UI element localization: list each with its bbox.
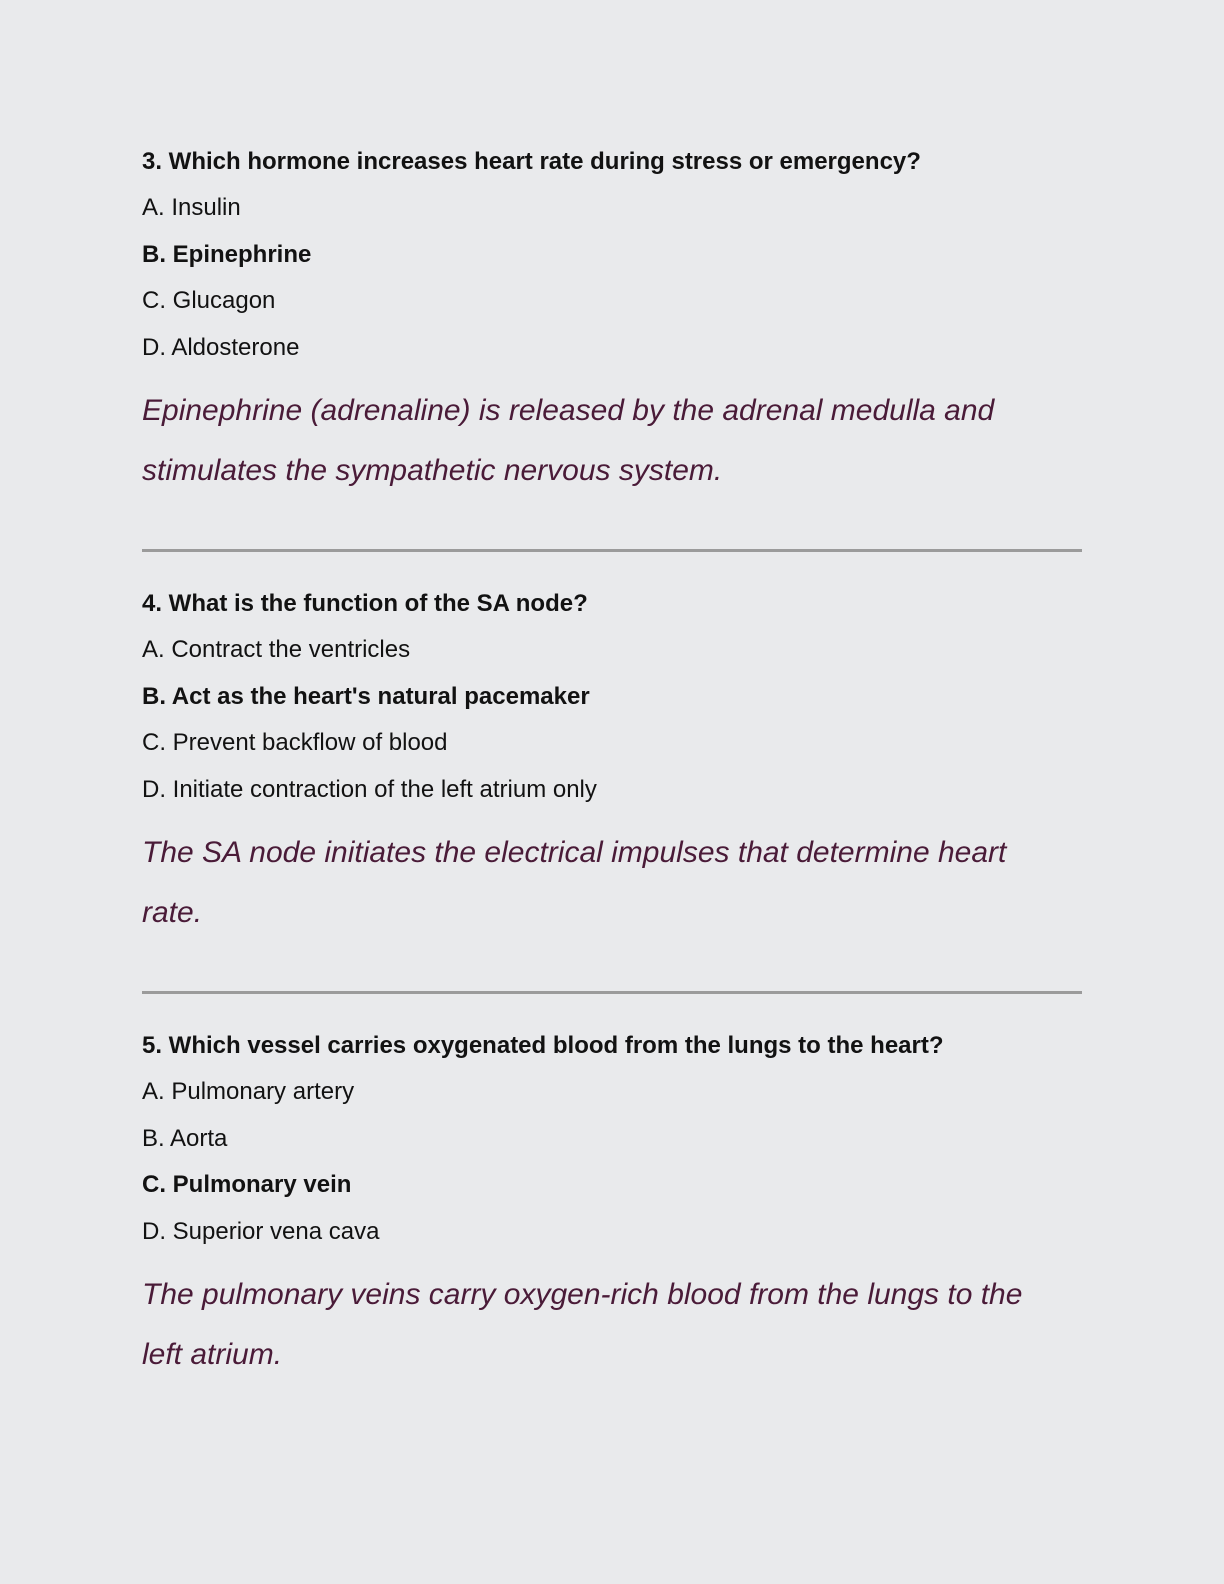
question-text: 4. What is the function of the SA node?: [142, 589, 588, 617]
option-a: A. Insulin: [142, 193, 241, 221]
option-b-correct-answer: B. Epinephrine: [142, 240, 312, 268]
answer-explanation: [142, 823, 1082, 943]
question-text: 5. Which vessel carries oxygenated blood from the lungs to the heart?: [142, 1031, 944, 1059]
option-d: D. Aldosterone: [142, 334, 300, 362]
option-a: A. Contract the ventricles: [142, 635, 411, 663]
option-c: C. Glucagon: [142, 287, 276, 315]
question-block-4: [142, 590, 1082, 943]
question-text: 3. Which hormone increases heart rate during stress or emergency?: [142, 148, 921, 175]
option-c-correct-answer: C. Pulmonary vein: [142, 1171, 352, 1199]
option-d: D. Superior vena cava: [142, 1218, 380, 1246]
option-d: D. Initiate contraction of the left atrium only: [142, 776, 597, 804]
option-b-correct-answer: B. Act as the heart's natural pacemaker: [142, 682, 590, 710]
section-divider: [142, 991, 1082, 994]
answer-explanation: [142, 1265, 1082, 1385]
answer-explanation: [142, 381, 1082, 501]
explanation-line: rate.: [142, 895, 203, 929]
explanation-line: stimulates the sympathetic nervous system.: [142, 453, 723, 487]
explanation-line: The pulmonary veins carry oxygen-rich blood from the lungs to the: [142, 1277, 1023, 1311]
explanation-line: The SA node initiates the electrical impulses that determine heart: [142, 835, 1007, 869]
question-block-3: [142, 148, 1082, 501]
section-divider: [142, 549, 1082, 552]
option-b: B. Aorta: [142, 1124, 228, 1152]
question-block-5: [142, 1032, 1082, 1385]
explanation-line: Epinephrine (adrenaline) is released by the adrenal medulla and: [142, 393, 995, 427]
option-a: A. Pulmonary artery: [142, 1077, 355, 1105]
option-c: C. Prevent backflow of blood: [142, 729, 448, 757]
explanation-line: left atrium.: [142, 1337, 283, 1371]
